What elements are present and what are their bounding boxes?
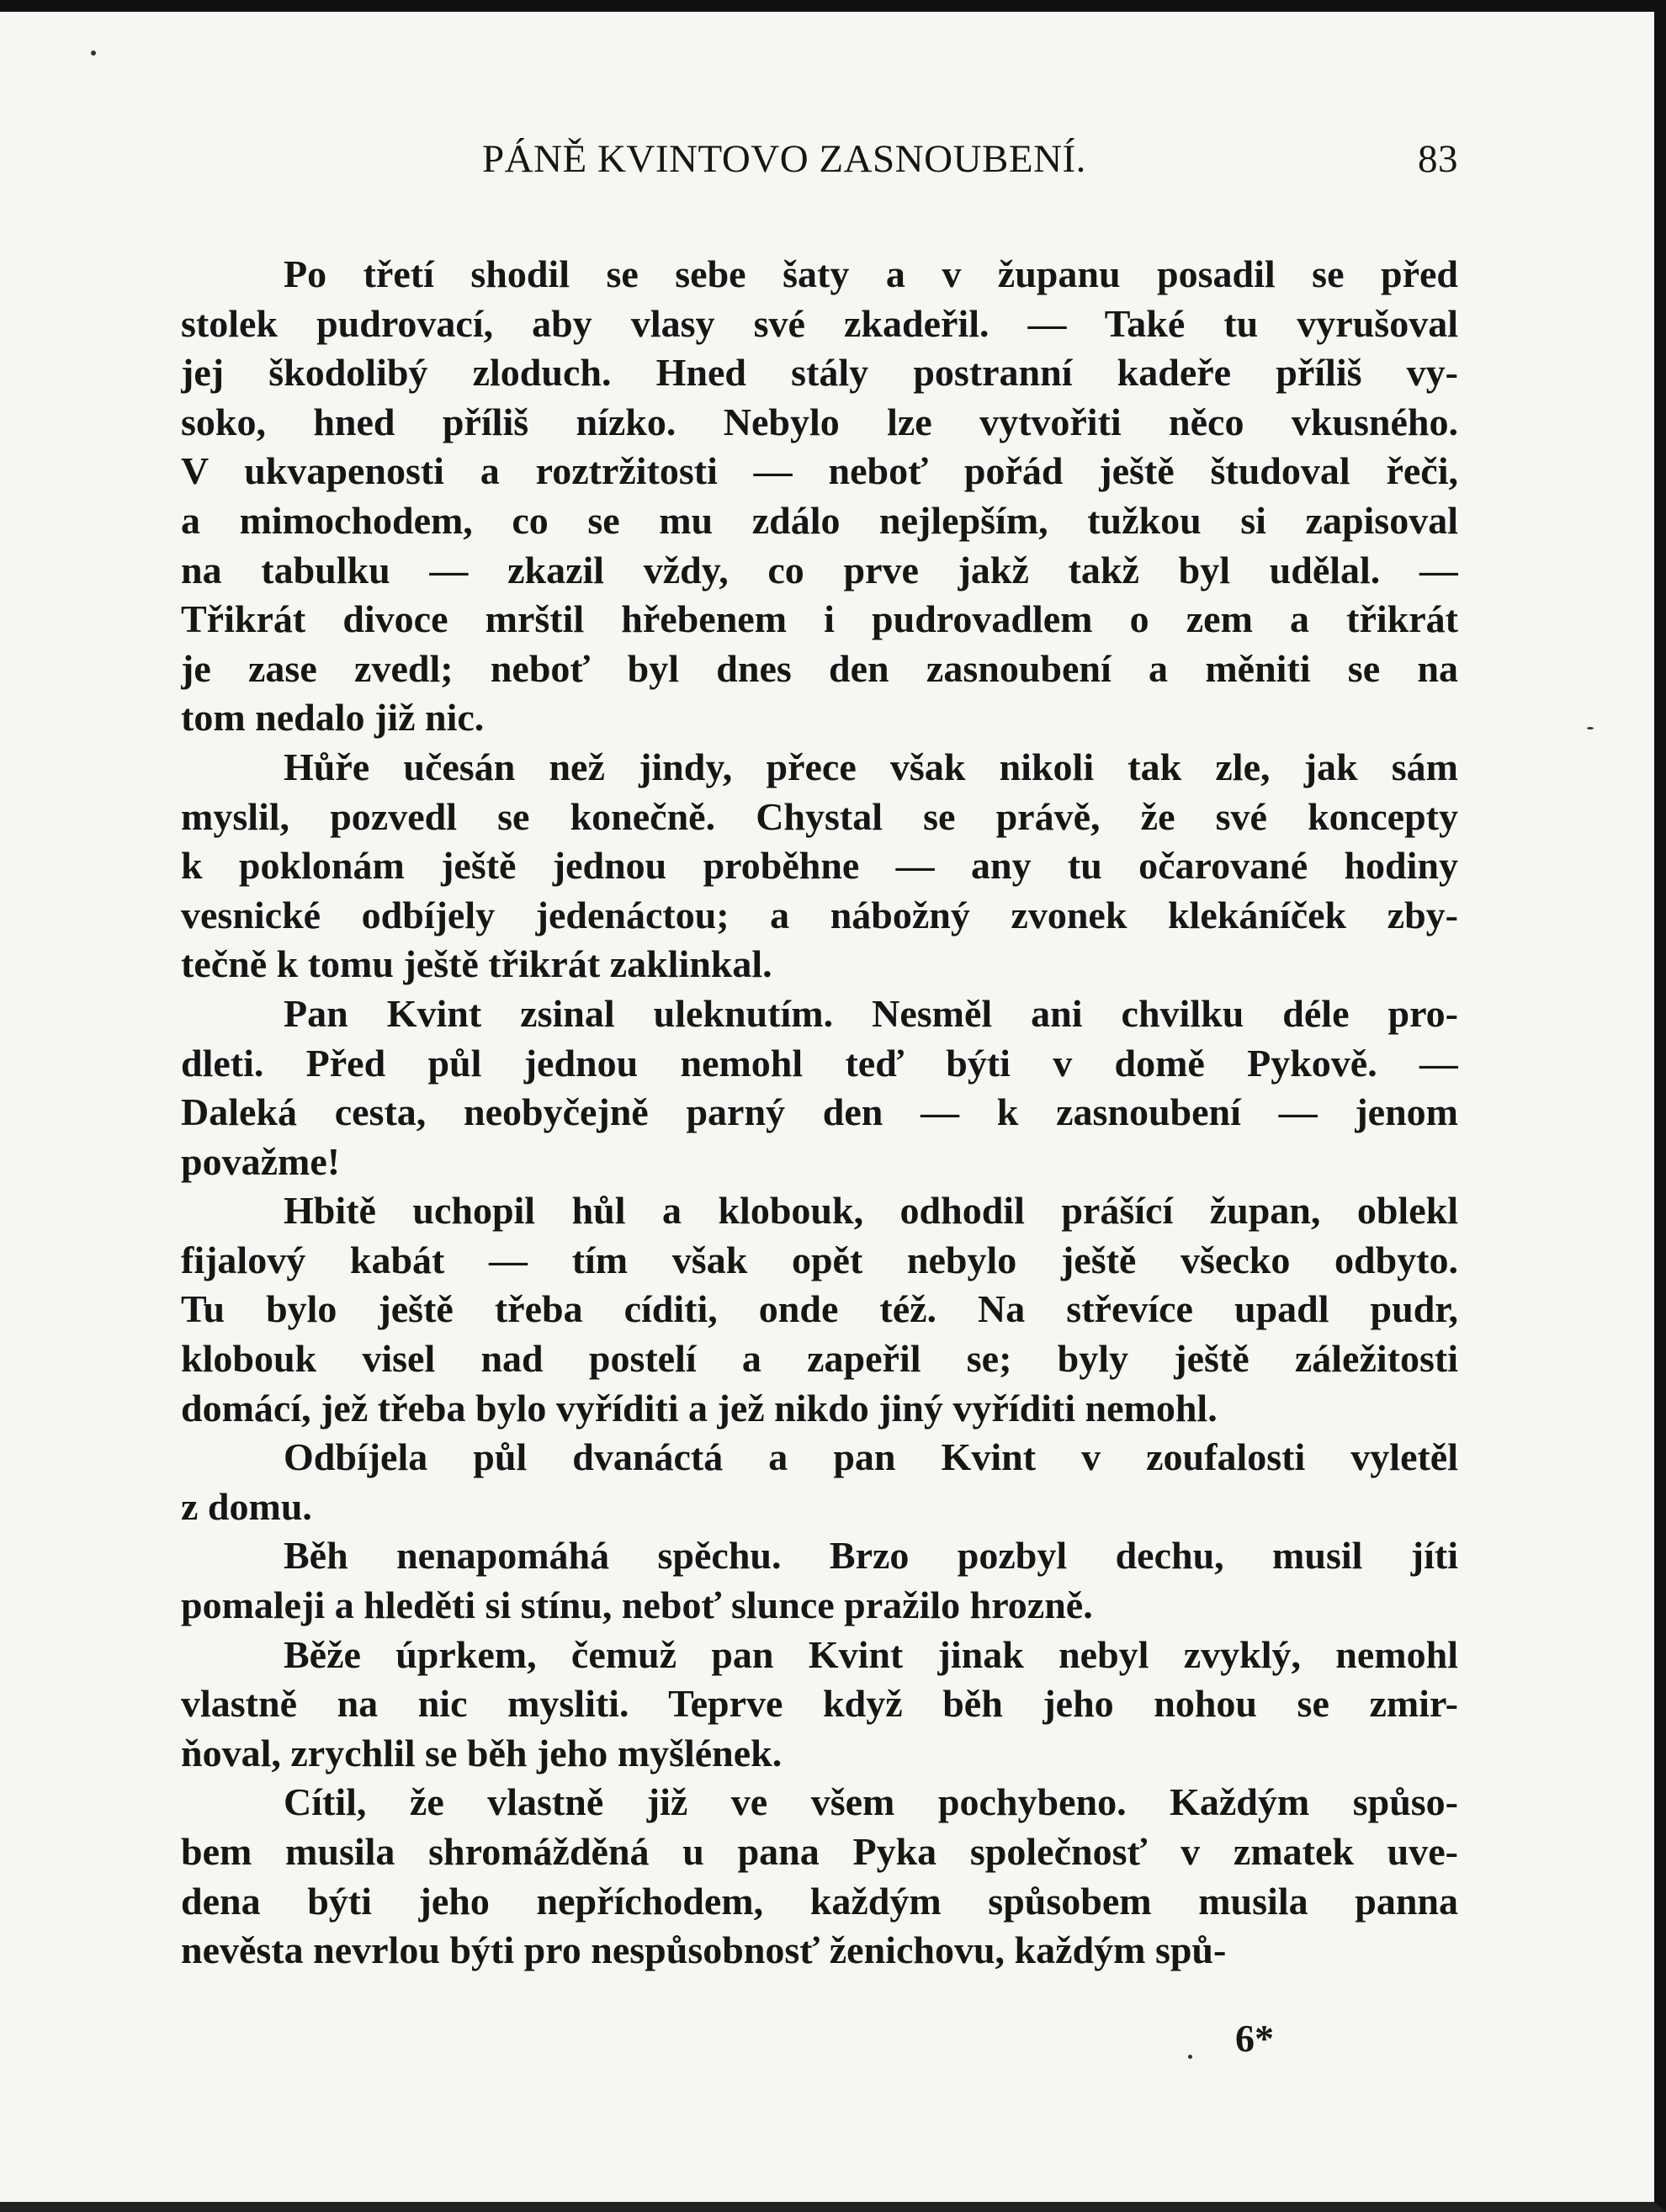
text-line: tečně k tomu ještě třikrát zaklinkal. (181, 942, 772, 986)
text-line: dleti. Před půl jednou nemohl teď býti v domě Pykově. — (181, 1041, 1458, 1085)
text-line: z domu. (181, 1484, 312, 1528)
text-line: jej škodolibý zloduch. Hned stály postranní kadeře příliš vy- (181, 351, 1458, 395)
text-line: a mimochodem, co se mu zdálo nejlepším, tužkou si zapisoval (181, 498, 1458, 542)
text-line: je zase zvedl; neboť byl dnes den zasnoubení a měniti se na (181, 646, 1458, 690)
body-text (181, 250, 1458, 1976)
text-line: myslil, pozvedl se konečně. Chystal se právě, že své koncepty (181, 794, 1458, 838)
text-line: klobouk visel nad postelí a zapeřil se; byly ještě záležitosti (181, 1337, 1458, 1381)
text-line: soko, hned příliš nízko. Nebylo lze vytvořiti něco vkusného. (181, 400, 1458, 443)
print-speck (1188, 2055, 1192, 2059)
text-line: Třikrát divoce mrštil hřebenem i pudrovadlem o zem a třikrát (181, 597, 1458, 641)
print-speck (91, 50, 96, 56)
text-line: Po třetí shodil se sebe šaty a v županu posadil se před (284, 252, 1458, 295)
signature-mark: 6* (1235, 2017, 1274, 2060)
text-line: dena býti jeho nepříchodem, každým spůsobem musila panna (181, 1879, 1458, 1923)
text-line: Tu bylo ještě třeba cíditi, onde též. Na střevíce upadl pudr, (181, 1287, 1458, 1331)
text-line: Daleká cesta, neobyčejně parný den — k zasnoubení — jenom (181, 1090, 1458, 1134)
text-line: bem musila shromážděná u pana Pyka společnosť v zmatek uve- (181, 1830, 1458, 1873)
text-line: stolek pudrovací, aby vlasy své zkadeřil. — Také tu vyrušoval (181, 301, 1458, 345)
text-line: Hůře učesán než jindy, přece však nikoli tak zle, jak sám (284, 745, 1458, 788)
text-line: fijalový kabát — tím však opět nebylo ještě všecko odbyto. (181, 1238, 1458, 1281)
print-speck (1587, 727, 1594, 729)
text-line: pomaleji a hleděti si stínu, neboť slunce pražilo hrozně. (181, 1583, 1093, 1627)
text-line: V ukvapenosti a roztržitosti — neboť pořád ještě študoval řeči, (181, 449, 1458, 493)
text-line: tom nedalo již nic. (181, 696, 485, 740)
text-line: k poklonám ještě jednou proběhne — any tu očarované hodiny (181, 844, 1458, 888)
text-line: vesnické odbíjely jedenáctou; a nábožný zvonek klekáníček zby- (181, 893, 1458, 936)
text-line: Běže úprkem, čemuž pan Kvint jinak nebyl zvyklý, nemohl (284, 1632, 1458, 1676)
text-line: Běh nenapomáhá spěchu. Brzo pozbyl dechu, musil jíti (284, 1534, 1458, 1578)
text-line: Odbíjela půl dvanáctá a pan Kvint v zoufalosti vyletěl (284, 1435, 1458, 1479)
text-line: Hbitě uchopil hůl a klobouk, odhodil prášící župan, oblekl (284, 1189, 1458, 1233)
text-line: domácí, jež třeba bylo vyříditi a jež nikdo jiný vyříditi nemohl. (181, 1386, 1218, 1430)
text-line: Cítil, že vlastně již ve všem pochybeno. Každým spůso- (284, 1780, 1458, 1824)
running-title: PÁNĚ KVINTOVO ZASNOUBENÍ. (482, 137, 1086, 181)
text-line: na tabulku — zkazil vždy, co prve jakž takž byl udělal. — (181, 548, 1458, 591)
page-number: 83 (1418, 137, 1458, 181)
text-line: ňoval, zrychlil se běh jeho myšlének. (181, 1731, 783, 1774)
text-line: nevěsta nevrlou býti pro nespůsobnosť ženichovu, každým spů- (181, 1928, 1227, 1972)
text-line: vlastně na nic mysliti. Teprve když běh jeho nohou se zmir- (181, 1682, 1458, 1726)
text-line: Pan Kvint zsinal uleknutím. Nesměl ani chvilku déle pro- (284, 991, 1458, 1035)
text-line: považme! (181, 1139, 341, 1183)
running-head (181, 136, 1458, 195)
